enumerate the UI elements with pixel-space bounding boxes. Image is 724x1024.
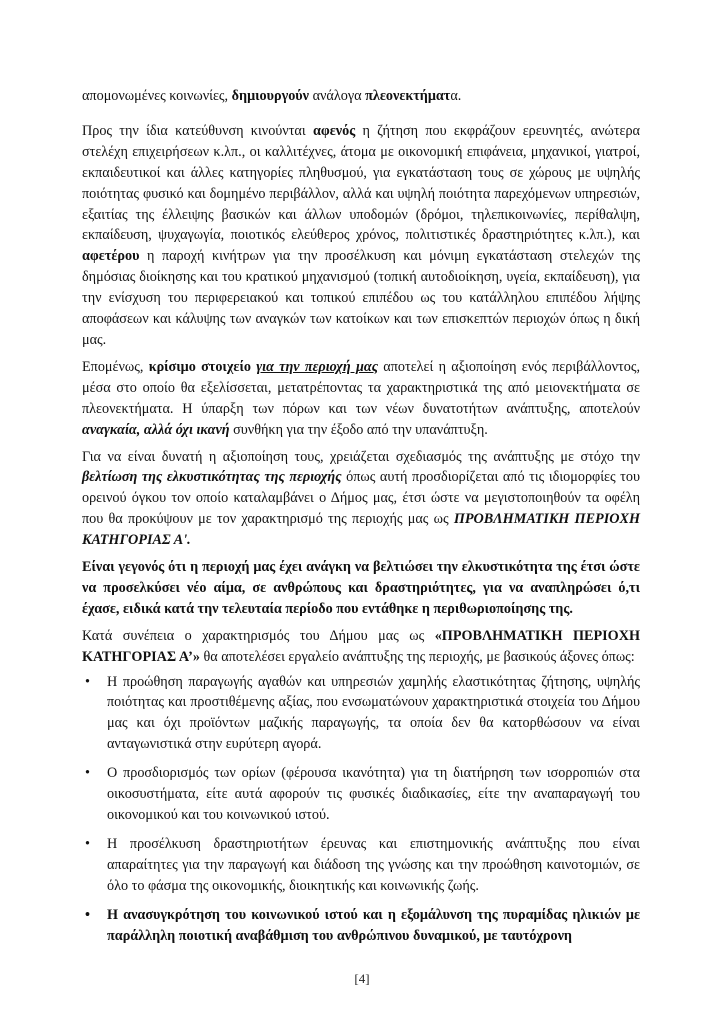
bold-text: Είναι γεγονός ότι η περιοχή μας έχει ανάγκη να βελτιώσει την ελκυστικότητα της έτσι ώστε να προσελκύσει νέο αίμα, σε ανθρώπους και δραστηριότητες, για να αναπληρώσει ό,τι έχασε, ειδικά κατά την τελευταία περίοδο που εντάθηκε η περιθωριοποίησης της. <box>82 559 640 617</box>
paragraph-critical-element <box>82 357 640 441</box>
text: συνθήκη για την έξοδο από την υπανάπτυξη. <box>229 421 488 438</box>
bold-text: αφενός <box>312 122 356 139</box>
bullet-text: Η ανασυγκρότηση του κοινωνικού ιστού και η εξομάλυνση της πυραμίδας ηλικιών με παράλληλη ποιοτική αναβάθμιση του ανθρώπινου δυναμικού, με ταυτόχρονη <box>107 906 640 944</box>
bullet-icon: • <box>85 835 90 852</box>
paragraph-continuation <box>82 86 640 107</box>
bullet-text: Η προσέλκυση δραστηριοτήτων έρευνας και επιστημονικής ανάπτυξης που είναι απαραίτητες για την παραγωγή και διάδοση της γνώσης και την προώθηση καινοτομιών, σε όλο το φάσμα της οικονομικής, διοικητικής και κοινωνικής ζωής. <box>107 835 640 894</box>
bullet-icon: • <box>85 673 90 690</box>
text: Για να είναι δυνατή η αξιοποίηση τους, χρειάζεται σχεδιασμός της ανάπτυξης με στόχο την <box>82 448 640 465</box>
paragraph-demand-incentives <box>82 121 640 351</box>
text: απομονωμένες κοινωνίες, <box>82 88 232 104</box>
document-page <box>82 86 640 954</box>
bold-text: κρίσιμο στοιχείο <box>148 358 251 375</box>
text: η ζήτηση που εκφράζουν ερευνητές, ανώτερα στελέχη επιχειρήσεων κ.λπ., οι καλλιτέχνες, άτομα με οικονομική επιφάνεια, μηχανικοί, γιατροί, εκπαιδευτικοί και άλλες κατηγορίες πληθυσμού, για εγκατάσταση τους σε χώρους με υψηλής ποιότητας φυσικό και δομημένο περιβάλλον, αλλά και υψηλή ποιότητα παρεχόμενων υπηρεσιών, εξαιτίας της έλλειψης βασικών και άλλων υποδομών (δρόμοι, τηλεπικοινωνίες, περίθαλψη, εκπαίδευση, ψυχαγωγία, ποιοτικός ελεύθερος χρόνος, πολιτιστικές δραστηριότητες κ.λπ.), και <box>82 122 640 244</box>
paragraph-bold-statement <box>82 557 640 620</box>
bullet-item <box>82 834 640 897</box>
text: όπως αυτή προσδιορίζεται από τις ιδιομορφίες του ορεινού όγκου τον οποίο καταλαμβάνει ο Δήμος μας, έτσι ώστε να μεγιστοποιηθούν τα οφέλη που θα προκύψουν με τον χαρακτηρισμό της περιοχής μας ως <box>82 469 640 528</box>
bullet-item <box>82 763 640 826</box>
text: Προς την ίδια κατεύθυνση κινούνται <box>82 122 313 139</box>
bold-italic-underline-text: για την περιοχή μας <box>256 358 379 375</box>
bold-text: δημιουργούν <box>231 88 310 104</box>
bullet-text: Ο προσδιορισμός των ορίων (φέρουσα ικανότητα) για τη διατήρηση των ισορροπιών στα οικοσυστήματα, είτε αυτά αφορούν τις φυσικές διαδικασίες, είτε την αναπαραγωγή του οικονομικού και του κοινωνικού ιστού. <box>107 765 640 823</box>
text: α. <box>450 88 462 104</box>
text: θα αποτελέσει εργαλείο ανάπτυξης της περιοχής, με βασικούς άξονες όπως: <box>199 648 635 665</box>
paragraph-planning <box>82 447 640 552</box>
text: αποτελεί η αξιοποίηση ενός περιβάλλοντος, μέσα στο οποίο θα εξελίσσεται, μετατρέποντας τα χαρακτηριστικά της από μειονεκτήματα σε πλεονεκτήματα. Η ύπαρξη των πόρων και των νέων δυνατοτήτων ανάπτυξης, αποτελούν <box>82 358 641 417</box>
bullet-icon: • <box>85 765 90 782</box>
paragraph-consequence <box>82 626 640 668</box>
bullet-icon: • <box>85 906 90 923</box>
bold-text: πλεονεκτήματ <box>365 88 451 104</box>
bullet-list <box>82 672 640 947</box>
bold-italic-text: ΠΡΟΒΛΗΜΑΤΙΚΗ ΠΕΡΙΟΧΗ ΚΑΤΗΓΟΡΙΑΣ Α'. <box>82 511 640 549</box>
page-number: [4] <box>354 971 370 986</box>
text: η παροχή κινήτρων για την προσέλκυση και μόνιμη εγκατάσταση στελεχών της δημόσιας διοίκησης και του κρατικού μηχανισμού (τοπική αυτοδιοίκηση, υγεία, εκπαίδευση), για την ενίσχυση του περιφερειακού και τοπικού επιπέδου ως του κατάλληλου επιπέδου λήψης αποφάσεων και κάλυψης των αναγκών των κατοίκων και των επισκεπτών περιοχών όπως η δική μας. <box>82 248 640 348</box>
bullet-item-bold <box>82 905 640 947</box>
bold-italic-text: βελτίωση της ελκυστικότητας της περιοχής <box>82 469 342 486</box>
bold-text: «ΠΡΟΒΛΗΜΑΤΙΚΗ ΠΕΡΙΟΧΗ ΚΑΤΗΓΟΡΙΑΣ Α’» <box>82 627 640 665</box>
text: ανάλογα <box>309 88 366 104</box>
bullet-text: Η προώθηση παραγωγής αγαθών και υπηρεσιών χαμηλής ελαστικότητας ζήτησης, υψηλής ποιότητας και προστιθέμενης αξίας, που ενσωματώνουν χαρακτηριστικά στοιχεία του Δήμου μας και όχι προϊόντων μαζικής παραγωγής, τα οποία δεν θα κατορθώσουν να είναι ανταγωνιστικά στην ευρύτερη αγορά. <box>107 673 640 753</box>
text: Επομένως, <box>82 358 149 375</box>
bold-text: αφετέρου <box>82 248 140 265</box>
bold-italic-text: αναγκαία, αλλά όχι ικανή <box>82 421 230 438</box>
text: Κατά συνέπεια ο χαρακτηρισμός του Δήμου μας ως <box>82 627 435 644</box>
bullet-item <box>82 672 640 756</box>
